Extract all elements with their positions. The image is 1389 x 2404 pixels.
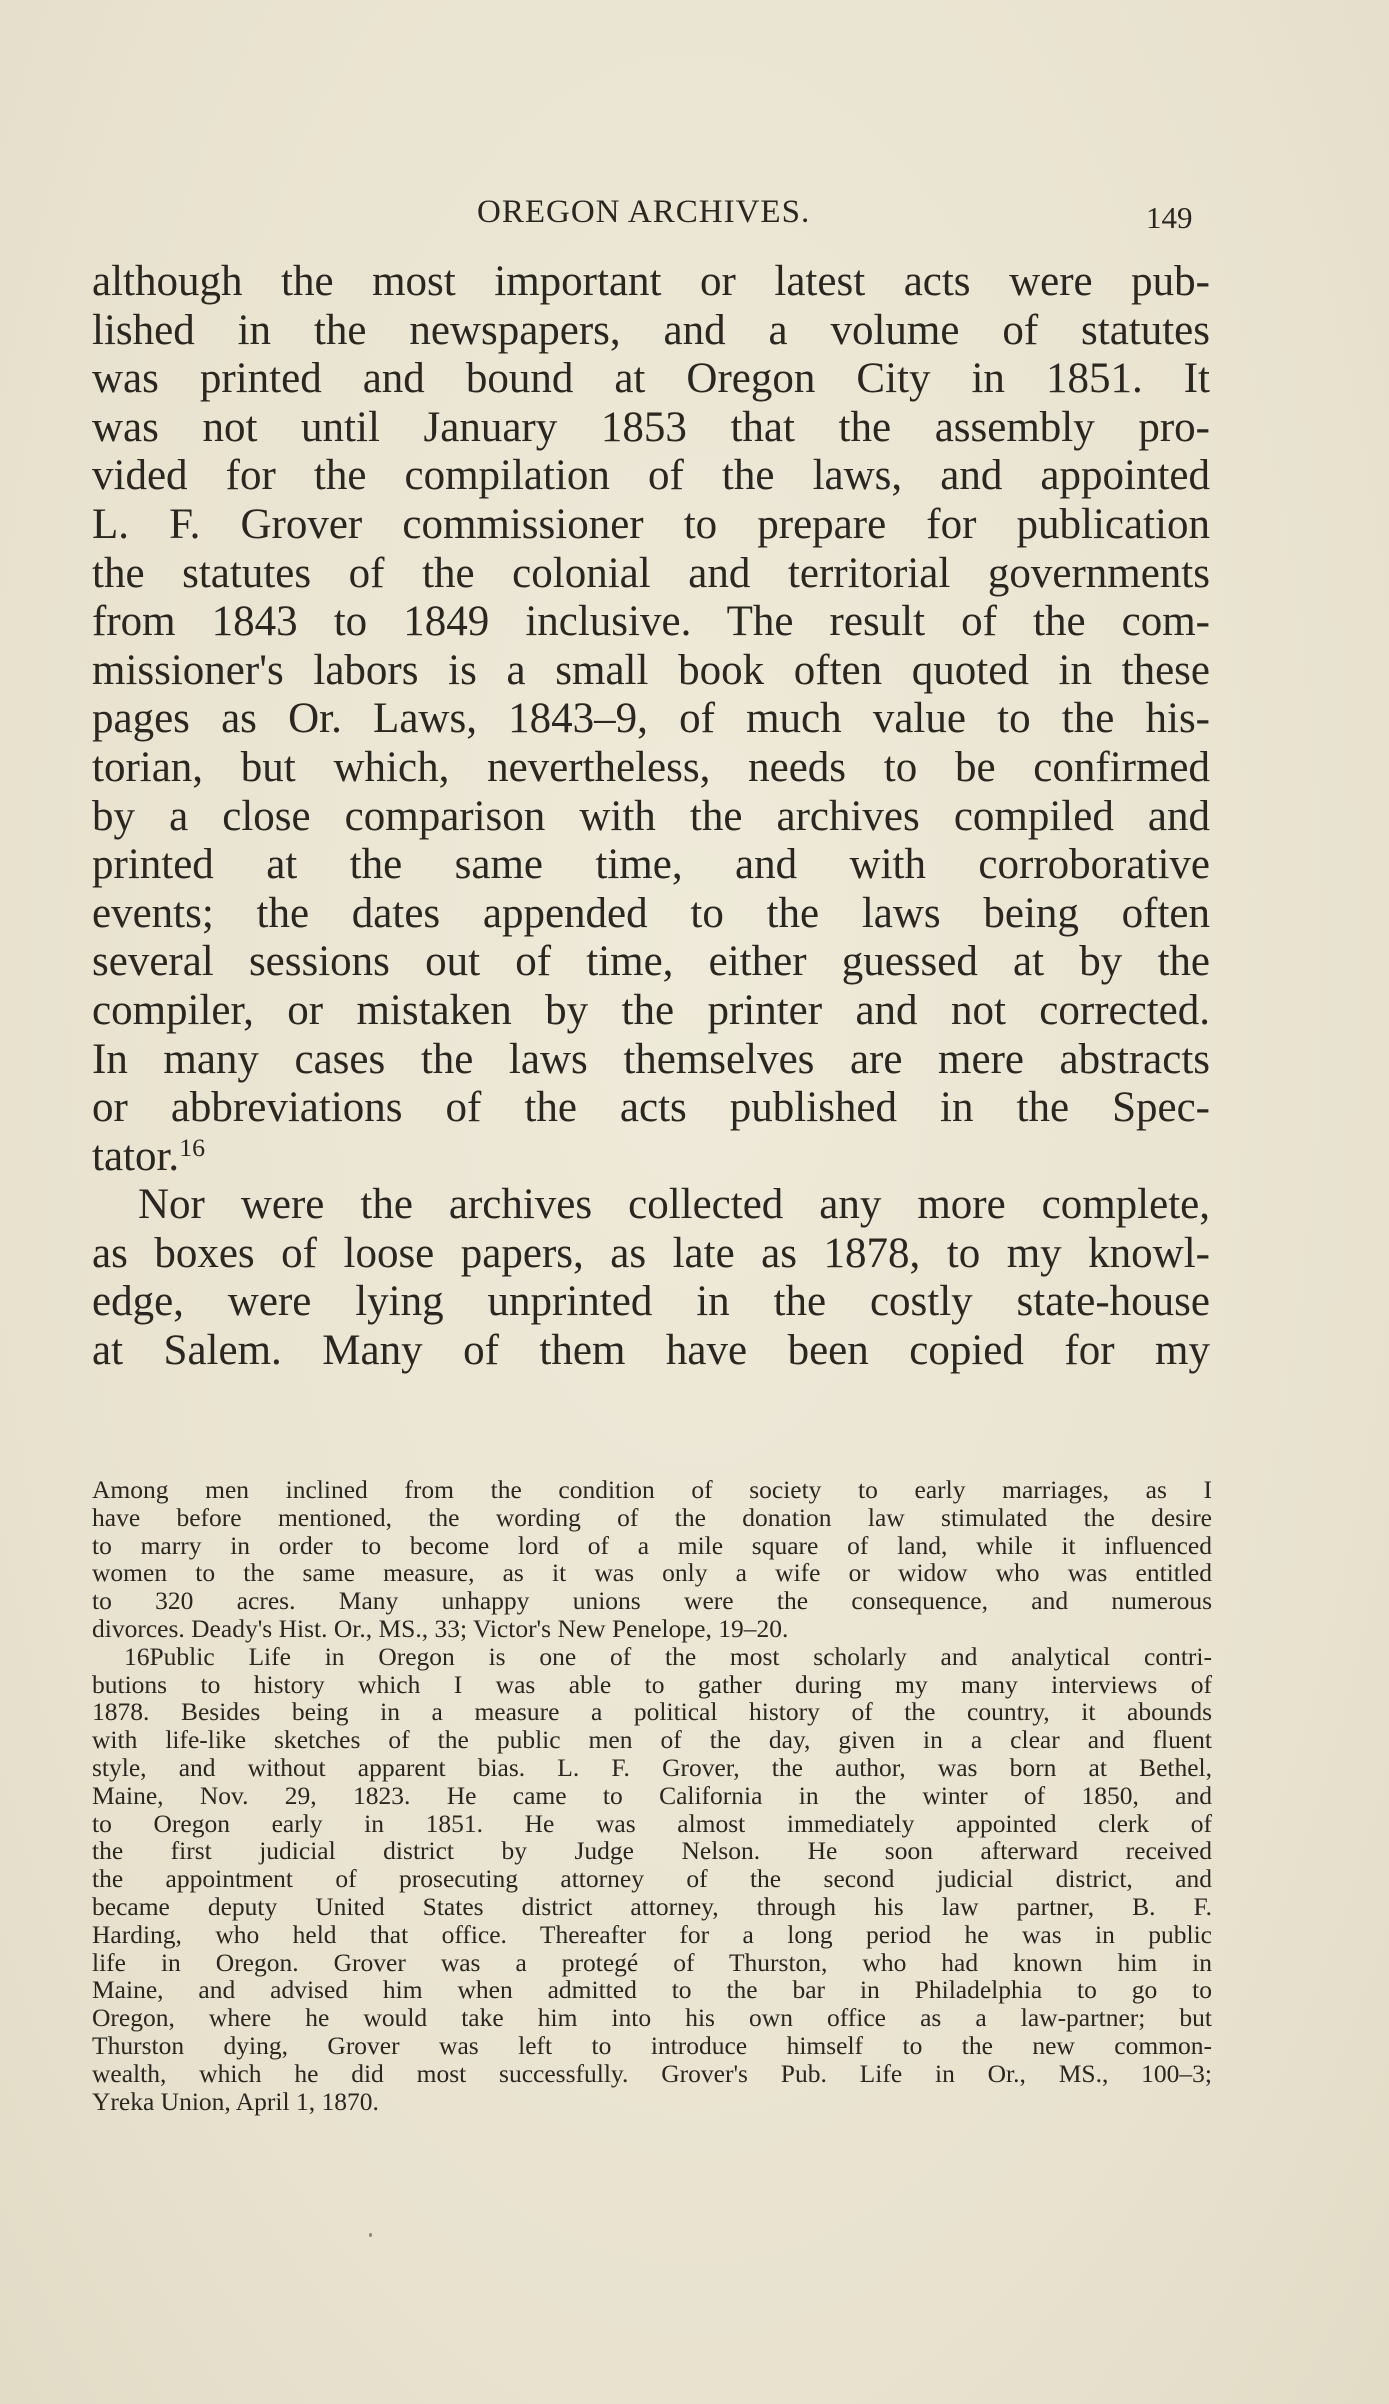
footnote-line: life in Oregon. Grover was a protegé of Thurston, who had known him in bbox=[92, 1947, 1212, 1977]
body-line: by a close comparison with the archives compiled and bbox=[92, 792, 1210, 840]
footnotes bbox=[92, 1476, 1212, 2115]
footnote-line: Maine, and advised him when admitted to the bar in Philadelphia to go to bbox=[92, 1975, 1212, 2005]
body-line: edge, were lying unprinted in the costly state-house bbox=[92, 1278, 1210, 1326]
footnote-reference: 16 bbox=[179, 1132, 205, 1162]
body-line: as boxes of loose papers, as late as 1878, to my knowl- bbox=[92, 1229, 1210, 1277]
running-head: OREGON ARCHIVES. bbox=[477, 194, 811, 230]
body-line: printed at the same time, and with corroborative bbox=[92, 841, 1210, 889]
footnote-line: Yreka Union, April 1, 1870. bbox=[92, 2086, 379, 2116]
footnote-line: Oregon, where he would take him into his own office as a law-partner; but bbox=[92, 2003, 1212, 2033]
body-line: missioner's labors is a small book often quoted in these bbox=[92, 646, 1210, 694]
body-text bbox=[92, 258, 1210, 1376]
footnote-line: have before mentioned, the wording of the donation law stimulated the desire bbox=[92, 1502, 1212, 1532]
footnote-line: the appointment of prosecuting attorney of the second judicial district, and bbox=[92, 1864, 1212, 1894]
footnote-line: wealth, which he did most successfully. Grover's Pub. Life in Or., MS., 100–3; bbox=[92, 2058, 1212, 2088]
footnote-line: to marry in order to become lord of a mile square of land, while it influenced bbox=[92, 1530, 1212, 1560]
footnote-line: 16Public Life in Oregon is one of the most scholarly and analytical contri- bbox=[124, 1641, 1212, 1671]
body-line: pages as Or. Laws, 1843–9, of much value to the his- bbox=[92, 695, 1210, 743]
body-line: was not until January 1853 that the assembly pro- bbox=[92, 403, 1210, 451]
footnote-line: 1878. Besides being in a measure a political history of the country, it abounds bbox=[92, 1697, 1212, 1727]
page-number: 149 bbox=[1146, 200, 1193, 235]
footnote-line: to Oregon early in 1851. He was almost immediately appointed clerk of bbox=[92, 1808, 1212, 1838]
body-line-text: tator. bbox=[92, 1132, 180, 1180]
body-line: torian, but which, nevertheless, needs to be confirmed bbox=[92, 743, 1210, 791]
footnote-line: Harding, who held that office. Thereafter for a long period he was in public bbox=[92, 1919, 1212, 1949]
body-line: at Salem. Many of them have been copied for my bbox=[92, 1327, 1210, 1375]
footnote-line: to 320 acres. Many unhappy unions were the consequence, and numerous bbox=[92, 1586, 1212, 1616]
body-line: events; the dates appended to the laws being often bbox=[92, 889, 1210, 937]
body-line: vided for the compilation of the laws, and appointed bbox=[92, 452, 1210, 500]
footnote-line: divorces. Deady's Hist. Or., MS., 33; Victor's New Penelope, 19–20. bbox=[92, 1613, 789, 1643]
body-line-with-note bbox=[92, 1133, 1210, 1182]
footnote-line: with life-like sketches of the public men of the day, given in a clear and fluent bbox=[92, 1725, 1212, 1755]
body-line: or abbreviations of the acts published in the Spec- bbox=[92, 1084, 1210, 1132]
body-line: from 1843 to 1849 inclusive. The result of the com- bbox=[92, 598, 1210, 646]
body-line: In many cases the laws themselves are mere abstracts bbox=[92, 1035, 1210, 1083]
footnote-line: Maine, Nov. 29, 1823. He came to California in the winter of 1850, and bbox=[92, 1780, 1212, 1810]
body-line: Nor were the archives collected any more complete, bbox=[138, 1181, 1210, 1229]
footnote-line: style, and without apparent bias. L. F. Grover, the author, was born at Bethel, bbox=[92, 1752, 1212, 1782]
body-line: lished in the newspapers, and a volume of statutes bbox=[92, 306, 1210, 354]
footnote-line: the first judicial district by Judge Nelson. He soon afterward received bbox=[92, 1836, 1212, 1866]
body-line: the statutes of the colonial and territorial governments bbox=[92, 549, 1210, 597]
footnote-line: Thurston dying, Grover was left to introduce himself to the new common- bbox=[92, 2030, 1212, 2060]
paper-speck bbox=[369, 2233, 372, 2237]
body-line: compiler, or mistaken by the printer and not corrected. bbox=[92, 986, 1210, 1034]
footnote-line: butions to history which I was able to gather during my many interviews of bbox=[92, 1669, 1212, 1699]
body-line: L. F. Grover commissioner to prepare for publication bbox=[92, 500, 1210, 548]
footnote-line: became deputy United States district attorney, through his law partner, B. F. bbox=[92, 1891, 1212, 1921]
page-header bbox=[92, 194, 1289, 234]
body-line: although the most important or latest acts were pub- bbox=[92, 258, 1210, 305]
footnote-line: Among men inclined from the condition of society to early marriages, as I bbox=[92, 1475, 1212, 1504]
body-line: was printed and bound at Oregon City in 1851. It bbox=[92, 355, 1210, 403]
body-line: several sessions out of time, either guessed at by the bbox=[92, 938, 1210, 986]
footnote-line: women to the same measure, as it was only a wife or widow who was entitled bbox=[92, 1558, 1212, 1588]
